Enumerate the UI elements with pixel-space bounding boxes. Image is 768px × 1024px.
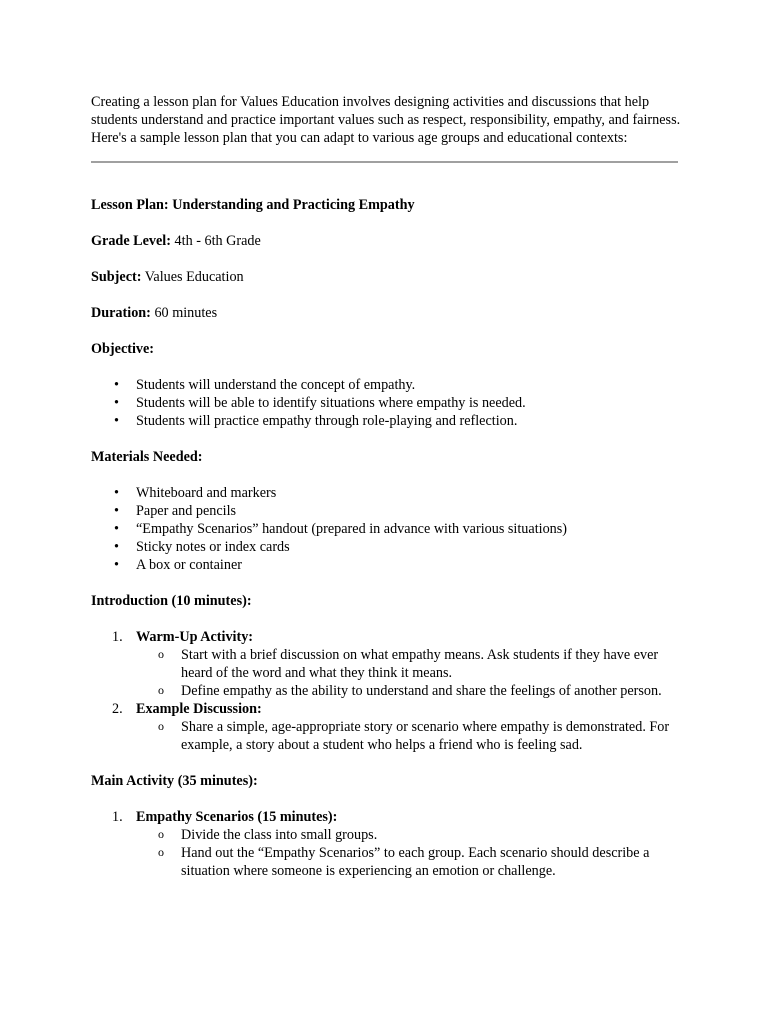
step-item [91, 628, 681, 700]
sub-list-item: o Hand out the “Empathy Scenarios” to each group. Each scenario should describe a situation where someone is experiencing an emotion or challenge. [136, 844, 681, 880]
grade-level-line [91, 232, 681, 250]
subject-value: Values Education [141, 269, 244, 285]
objective-heading: Objective: [91, 341, 155, 357]
step-title: Warm-Up Activity: [136, 629, 254, 645]
introduction-heading: Introduction (10 minutes): [91, 593, 252, 609]
step-number: 2. [112, 701, 123, 717]
duration-line [91, 304, 681, 322]
list-item: • Sticky notes or index cards [91, 538, 681, 556]
duration-label: Duration: [91, 305, 151, 321]
sub-list-item: o Start with a brief discussion on what empathy means. Ask students if they have ever heard of the word and what they think it means. [136, 646, 681, 682]
step-item [91, 700, 681, 754]
list-item: • Paper and pencils [91, 502, 681, 520]
list-item: • Students will understand the concept of empathy. [91, 376, 681, 394]
step-title: Example Discussion: [136, 701, 262, 717]
document-page [91, 93, 681, 898]
subject-label: Subject: [91, 269, 142, 285]
duration-value: 60 minutes [150, 305, 218, 321]
step-number: 1. [112, 809, 123, 825]
objective-list [91, 376, 681, 430]
subject-line [91, 268, 681, 286]
sub-list [136, 718, 681, 754]
list-item: • “Empathy Scenarios” handout (prepared in advance with various situations) [91, 520, 681, 538]
step-number: 1. [112, 629, 123, 645]
materials-list [91, 484, 681, 574]
horizontal-rule [91, 161, 678, 163]
materials-heading: Materials Needed: [91, 449, 203, 465]
grade-level-label: Grade Level: [91, 233, 171, 249]
main-activity-heading: Main Activity (35 minutes): [91, 773, 258, 789]
main-activity-steps [91, 808, 681, 880]
lesson-title: Lesson Plan: Understanding and Practicing Empathy [91, 197, 415, 213]
sub-list [136, 646, 681, 700]
list-item: • Whiteboard and markers [91, 484, 681, 502]
list-item: • Students will be able to identify situations where empathy is needed. [91, 394, 681, 412]
step-title: Empathy Scenarios (15 minutes): [136, 809, 338, 825]
grade-level-value: 4th - 6th Grade [170, 233, 261, 249]
introduction-steps [91, 628, 681, 754]
sub-list-item: o Define empathy as the ability to understand and share the feelings of another person. [136, 682, 681, 700]
sub-list [136, 826, 681, 880]
sub-list-item: o Share a simple, age-appropriate story or scenario where empathy is demonstrated. For example, a story about a student who helps a friend who is feeling sad. [136, 718, 681, 754]
list-item: • Students will practice empathy through role-playing and reflection. [91, 412, 681, 430]
list-item: • A box or container [91, 556, 681, 574]
sub-list-item: o Divide the class into small groups. [136, 826, 681, 844]
step-item [91, 808, 681, 880]
intro-paragraph: Creating a lesson plan for Values Education involves designing activities and discussions that help students understand and practice important values such as respect, responsibility, empathy, and fairness. Here's a sample lesson plan that you can adapt to various age groups and educational contexts: [91, 94, 681, 146]
